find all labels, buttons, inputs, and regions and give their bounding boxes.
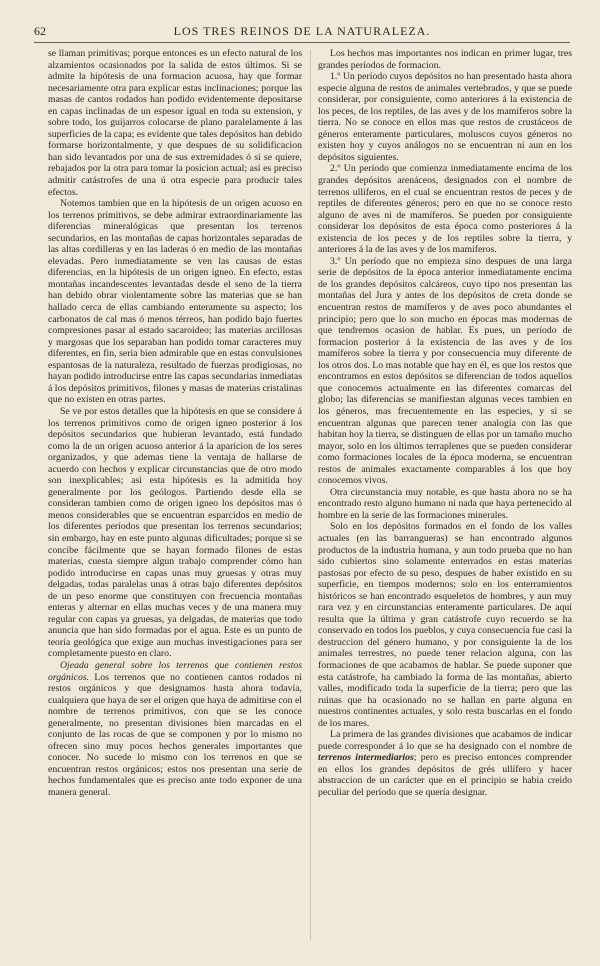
paragraph xyxy=(318,729,572,798)
paragraph: se llaman primitivas; porque entonces es un efecto natural de los alzamientos ocasionados por la salida de estos últimos. Si se admite la hipótesis de una formacion acuosa, hay que formar necesariamente otra para explicar estas inclinaciones; porque las masas de cantos rodados han podido evidentemente depositarse en capas inclinadas de un espesor igual en toda su extension, y sobre todo, los guijarros colocarse de plano paralelamente á las superficies de la capa; es evidente que tales depósitos han debido formarse horizontalmente, y que despues de su solidificacion han sido levantados por una de sus extremidades ó si se quiere, rebajados por la otra para tomar la posicion actual; asi es preciso admitir catástrofes de una ú otra especie para producir tales efectos. xyxy=(48,48,302,198)
paragraph-text: Los terrenos que no contienen cantos rodados ni restos orgánicos y que designamos hasta ahora todavía, cualquiera que haya de ser el origen que haya de admitirse con el nombre de terrenos primitivos, con que se les conoce generalmente, no presentan divisiones bien marcadas en el conjunto de las rocas de que se componen y por lo mismo no ofrecen sino muy pocos hechos generales importantes que conocer. No sucede lo mismo con los terrenos en que se encuentran restos orgánicos; estos nos presentan una serie de hechos fundamentales que es preciso ante todo exponer de una manera general. xyxy=(48,671,302,798)
paragraph: Notemos tambien que en la hipótesis de un origen acuoso en los terrenos primitivos, se debe admirar extraordinariamente las diferencias mineralógicas que presentan los terrenos secundarios, en las montañas de capas horizontales separadas de las altas cordilleras y en las laderas ó en medio de las montañas elevadas. Pero inmediatamente se ven las causas de estas diferencias, en la hipótesis de un origen igneo. En efecto, estas montañas incandescentes levantadas desde el seno de la tierra han debido obrar violentamente sobre las materias que se han hallado cerca de ellas cambiando enteramente su aspecto; los carbonatos de cal mas ó menos térreos, han podido bajo fuertes compresiones pasar al estado sacaroideo; las materias arcillosas y margosas que los separaban han podido tomar caracteres muy diferentes, en fin, seria bien admirable que en estas convulsiones espantosas de la naturaleza, resultado de fuerzas prodigiosas, no hayan podido introducirse entre las capas secundarias inmediatas á los depósitos primitivos, filones y masas de materias cristalinas que no existen en otras partes. xyxy=(48,198,302,406)
section-heading: Ojeada general sobre los terrenos que contienen restos orgánicos. xyxy=(48,659,302,683)
paragraph: 1.º Un período cuyos depósitos no han presentado hasta ahora especie alguna de restos de animales vertebrados, y que se puede considerar, por consiguiente, como anteriores á la existencia de los peces, de los reptiles, de las aves y de los mamíferos sobre la tierra. No se conoce en ellos mas que restos de crustáceos de géneros enteramente particulares, moluscos cuyos géneros no existen hoy y cuyos análogos no se encuentran ni aun en los depósitos siguientes. xyxy=(318,71,572,163)
term-terrenos-intermediarios: terrenos intermediarios xyxy=(318,752,414,764)
running-title: LOS TRES REINOS DE LA NATURALEZA. xyxy=(173,24,431,38)
page-header xyxy=(34,22,570,43)
paragraph-text: ; pero es preciso entonces comprender en ellos los grandes depósitos de grés ullífero y hacer abstraccion de un carácter que en el principio se habia creido peculiar del período que se quería designar. xyxy=(318,752,572,798)
paragraph: Otra circunstancia muy notable, es que hasta ahora no se ha encontrado resto alguno humano ni nada que haya pertenecido al hombre en la serie de las formaciones minerales. xyxy=(318,486,572,521)
left-column xyxy=(48,48,302,948)
page-number: 62 xyxy=(34,24,46,38)
right-column xyxy=(318,48,572,948)
paragraph-text: La primera de las grandes divisiones que acabamos de indicar puede corresponder á lo que se ha designado con el nombre de xyxy=(318,729,572,752)
paragraph: 3.º Un período que no empieza sino despues de una larga serie de depósitos de la época anterior inmediatamente encima de los grandes depósitos calcáreos, cuyo tipo nos presentan las montañas del Jura y antes de los depósitos de creta donde se encuentran restos de mamíferos y de aves poco abundantes el principio; pero que lo son mucho en épocas mas modernas de que tendremos ocasion de hablar. Es pues, un período de formacion posterior á la existencia de las aves y de los mamíferos sobre la tierra y por consecuencia muy diferente de los otros dos. Lo mas notable que hay en él, es que los restos que encontramos en estos depósitos se diferencian de todos aquellos que conocemos actualmente en las diferentes comarcas del globo; las diferencias se manifiestan algunas veces tambien en los géneros, mas frecuentemente en las especies, y si se encuentran algunas que parecen tener analogía con las que habitan hoy la tierra, se distinguen de ellas por un tamaño mucho mayor, solo en los últimos terraplenes que se pueden considerar como formaciones locales de la época moderna, se encuentran restos de animales exactamente comparables á los que hoy conocemos vivos. xyxy=(318,255,572,487)
column-divider xyxy=(310,50,311,940)
section-paragraph xyxy=(48,660,302,799)
text-columns xyxy=(48,48,574,948)
paragraph: Los hechos mas importantes nos indican en primer lugar, tres grandes períodos de formacion. xyxy=(318,48,572,71)
paragraph: 2.º Un período que comienza inmediatamente encima de los grandes depósitos arenáceos, designados con el nombre de terrenos ulliferos, en el cual se encuentran restos de peces y de reptiles de diferentes géneros; pero en que no se conoce resto alguno de aves ni de mamíferos. Se pueden por consiguiente considerar los depósitos de esta época como posteriores á la existencia de los peces y de los reptiles sobre la tierra, y anteriores á la de las aves y de los mamíferos. xyxy=(318,163,572,256)
paragraph: Se ve por estos detalles que la hipótesis en que se considere á los terrenos primitivos como de origen igneo posterior á los depósitos secundarios que hubieran levantado, está fundado como la de un origen acuoso anterior á la aparicion de los seres organizados, y que ademas tiene la ventaja de hallarse de acuerdo con hechos y explicar circunstancias que de otro modo son inexplicables; asi esta hipótesis es la admitida hoy generalmente por los geólogos. Partiendo desde ella se consideran tambien como de origen igneo los depósitos mas ó menos considerables que se encuentran esparcidos en medio de los diferentes períodos que presentan los terrenos secundarios; sin embargo, hay en este punto algunas dificultades; porque si se concibe fácilmente que se hayan formado filones de estas materias, cuesta siempre algun trabajo comprender cómo han podido introducirse en capas unas muy gruesas y otras muy delgadas, todas paralelas unas á otras bajo diferentes depósitos de un peso enorme que constituyen con frecuencia montañas enteras y alternar en ellas muchas veces y de una manera muy regular con capas ya gruesas, ya delgadas, de materias que todo anuncia que han sido formadas por el agua. Este es un punto de teoría geológica que exige aun muchas investigaciones para ser completamente puesto en claro. xyxy=(48,405,302,660)
paragraph: Solo en los depósitos formados en el fondo de los valles actuales (en las barrangueras) se han encontrado algunos productos de la industria humana, y aun todo prueba que no han sido cubiertos sino solamente enterrados en estas materias pastosas por efecto de su peso, despues de haber existido en su superficie, en tiempos modernos; solo en los enterramientos históricos se han encontrado esqueletos de hombres, y aun muy rara vez y en circunstancias enteramente particulares. De aquí resulta que la última y gran catástrofe cuyo recuerdo se ha conservado en todos los pueblos, y cuya consecuencia fue casi la destruccion del género humano, y por consiguiente la de los animales terrestres, no puede tener relacion alguna, con las formaciones de que acabamos de hablar. Se puede suponer que esta catástrofe, ha cambiado la forma de las montañas, abierto valles, modificado toda la superficie de la tierra; pero que las ruinas que ha ocasionado no se hallan en parte alguna en nuestros continentes actuales, y solo resta buscarlas en el fondo de los mares. xyxy=(318,521,572,729)
